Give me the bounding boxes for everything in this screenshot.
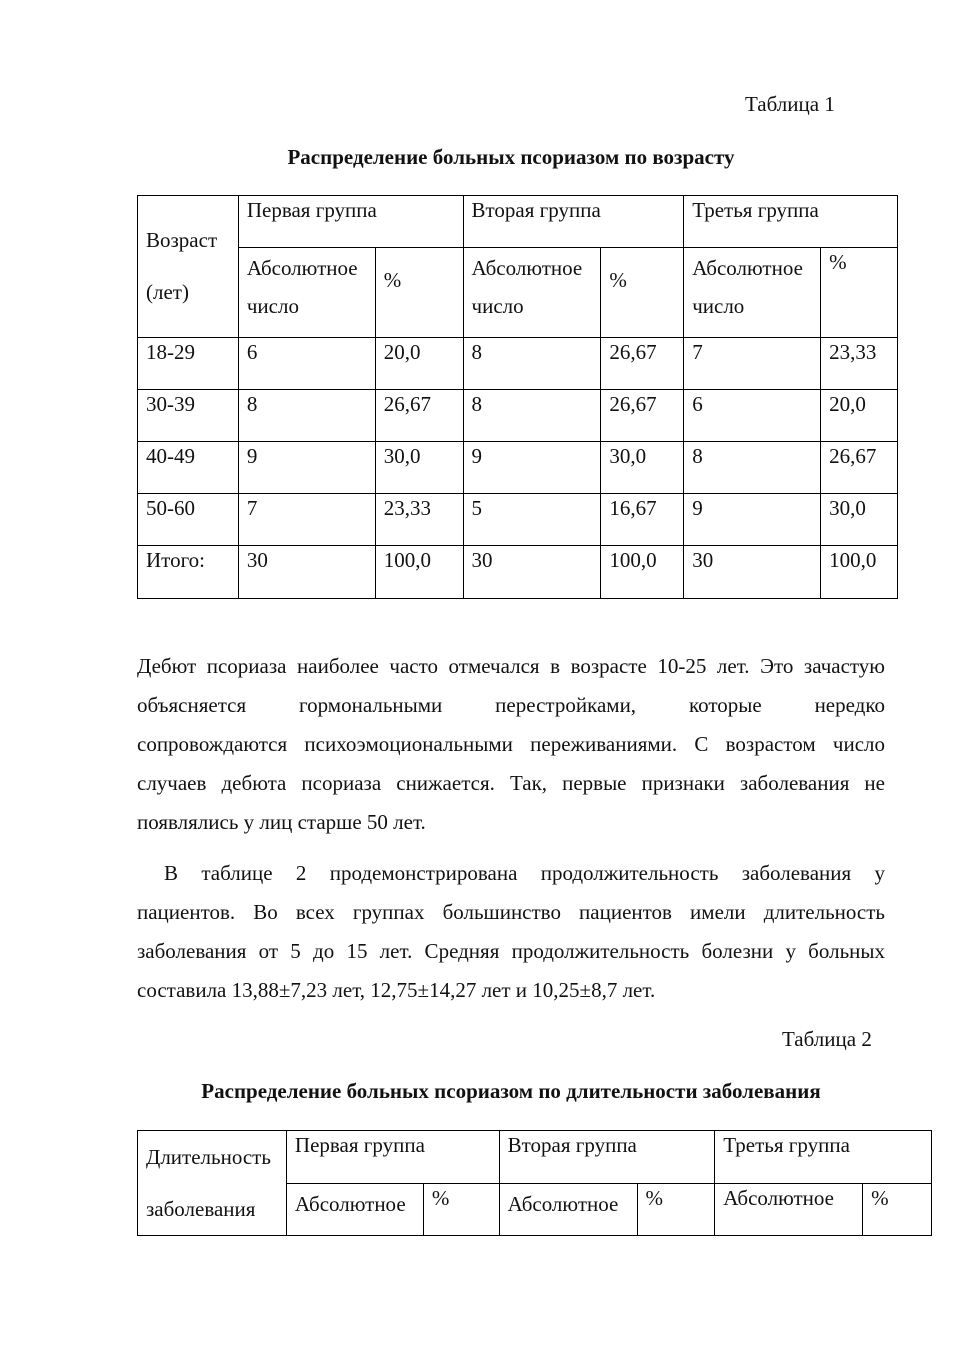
percent-header: % — [637, 1183, 715, 1236]
age-distribution-table — [137, 195, 898, 599]
table-total-row: Итого: 30 100,0 30 100,0 30 100,0 — [138, 546, 898, 599]
duration-header-cell: Длительность заболевания — [138, 1131, 287, 1236]
group1-header: Первая группа — [238, 196, 463, 248]
percent-header: % — [821, 248, 898, 338]
percent-header: % — [423, 1183, 499, 1236]
abs-number-header: Абсолютное — [286, 1183, 423, 1236]
group2-header: Вторая группа — [463, 196, 684, 248]
percent-header: % — [375, 248, 463, 338]
age-header-cell — [138, 196, 239, 338]
percent-header: % — [601, 248, 684, 338]
group2-header: Вторая группа — [499, 1131, 715, 1184]
group3-header: Третья группа — [715, 1131, 932, 1184]
paragraph-debut: Дебют псориаза наиболее часто отмечался в возрасте 10-25 лет. Это зачастую объясняется гормональными перестройками, которые нередко сопровождаются психоэмоциональными переживаниями. С возрастом число случаев дебюта псориаза снижается. Так, первые признаки заболевания не появлялись у лиц старше 50 лет. — [137, 654, 885, 834]
table1-title: Распределение больных псориазом по возрасту — [287, 145, 735, 169]
table-row: 50-60 7 23,33 5 16,67 9 30,0 — [138, 494, 898, 546]
table-row: 30-39 8 26,67 8 26,67 6 20,0 — [138, 390, 898, 442]
table-row: 40-49 9 30,0 9 30,0 8 26,67 — [138, 442, 898, 494]
table1-caption: Таблица 1 — [745, 92, 835, 116]
table2-title: Распределение больных псориазом по длительности заболевания — [201, 1079, 821, 1103]
table2-caption: Таблица 2 — [782, 1027, 872, 1051]
group3-header: Третья группа — [684, 196, 898, 248]
abs-number-header: Абсолютное — [499, 1183, 637, 1236]
group1-header: Первая группа — [286, 1131, 499, 1184]
percent-header: % — [863, 1183, 932, 1236]
age-header-line1: Возраст — [146, 228, 218, 252]
table-row: 18-29 6 20,0 8 26,67 7 23,33 — [138, 338, 898, 390]
age-header-line2: (лет) — [146, 280, 189, 304]
abs-number-header: Абсолютное число — [238, 248, 375, 338]
paragraph-duration: В таблице 2 продемонстрирована продолжительность заболевания у пациентов. Во всех группах большинство пациентов имели длительность заболевания от 5 до 15 лет. Средняя продолжительность болезни у больных составила 13,88±7,23 лет, 12,75±14,27 лет и 10,25±8,7 лет. — [137, 861, 885, 1002]
abs-number-header: Абсолютное число — [463, 248, 601, 338]
abs-number-header: Абсолютное — [715, 1183, 863, 1236]
duration-distribution-table — [137, 1130, 932, 1236]
abs-number-header: Абсолютное число — [684, 248, 821, 338]
